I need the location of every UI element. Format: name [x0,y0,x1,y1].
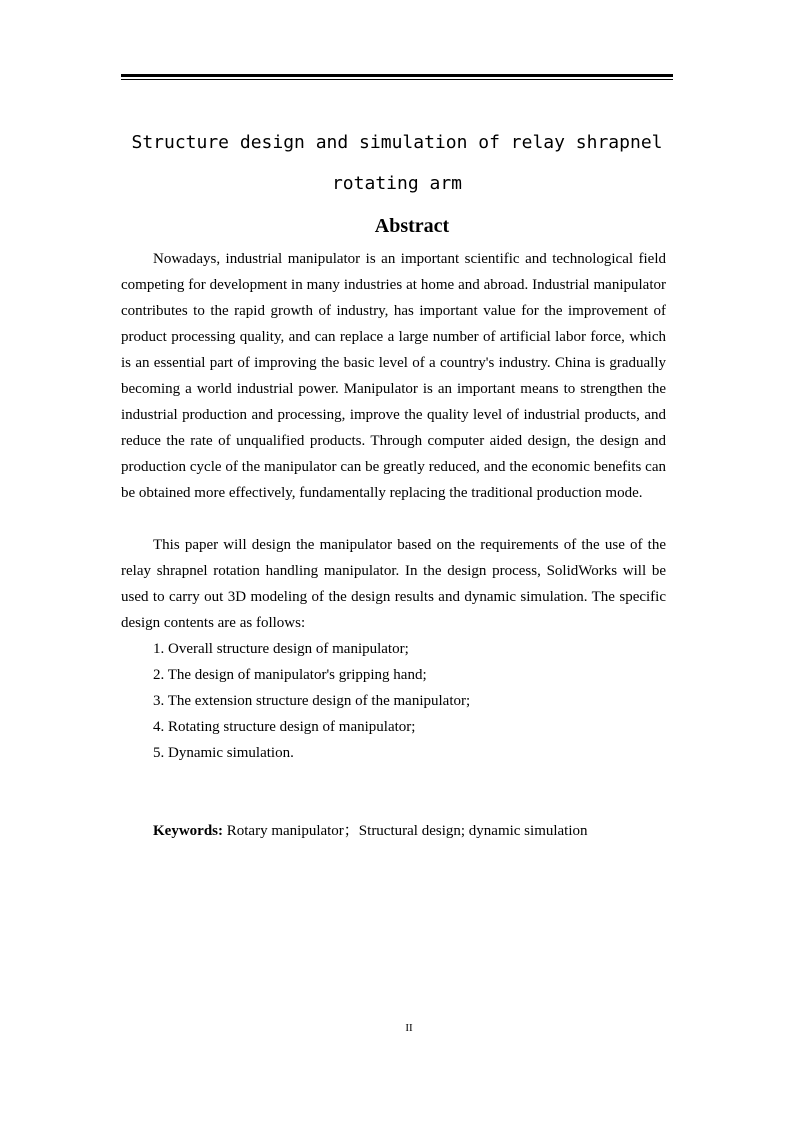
abstract-paragraph-1: Nowadays, industrial manipulator is an important scientific and technological field competing for development in many industries at home and abroad. Industrial manipulator contributes to the rapid growth of industry, has important value for the improvement of product processing quality, and can replace a large number of artificial labor force, which is an essential part of improving the basic level of a country's industry. China is gradually becoming a world industrial power. Manipulator is an important means to strengthen the industrial production and processing, improve the quality level of industrial products, and reduce the rate of unqualified products. Through computer aided design, the design and production cycle of the manipulator can be greatly reduced, and the economic benefits can be obtained more effectively, fundamentally replacing the traditional production mode. [121,251,666,501]
paper-title-line-1: Structure design and simulation of relay shrapnel [131,132,663,153]
design-contents-item: 5. Dynamic simulation. [153,745,294,761]
keywords-line [153,818,588,844]
keywords-label: Keywords: [153,823,223,839]
design-contents-item: 2. The design of manipulator's gripping hand; [153,667,427,683]
abstract-paragraph-2: This paper will design the manipulator based on the requirements of the use of the relay shrapnel rotation handling manipulator. In the design process, SolidWorks will be used to carry out 3D modeling of the design results and dynamic simulation. The specific design contents are as follows: [121,537,666,631]
header-rule [121,74,673,80]
design-contents-list [153,636,470,766]
paper-title-line-2: rotating arm [331,173,463,194]
design-contents-item: 1. Overall structure design of manipulator; [153,641,409,657]
page-number: II [405,1022,413,1034]
design-contents-item: 4. Rotating structure design of manipulator; [153,719,416,735]
abstract-heading: Abstract [374,215,450,237]
header-rule-thin-line [121,79,673,80]
keywords-text: Rotary manipulator；Structural design; dynamic simulation [223,823,588,839]
header-rule-thick-line [121,74,673,77]
design-contents-item: 3. The extension structure design of the manipulator; [153,693,471,709]
